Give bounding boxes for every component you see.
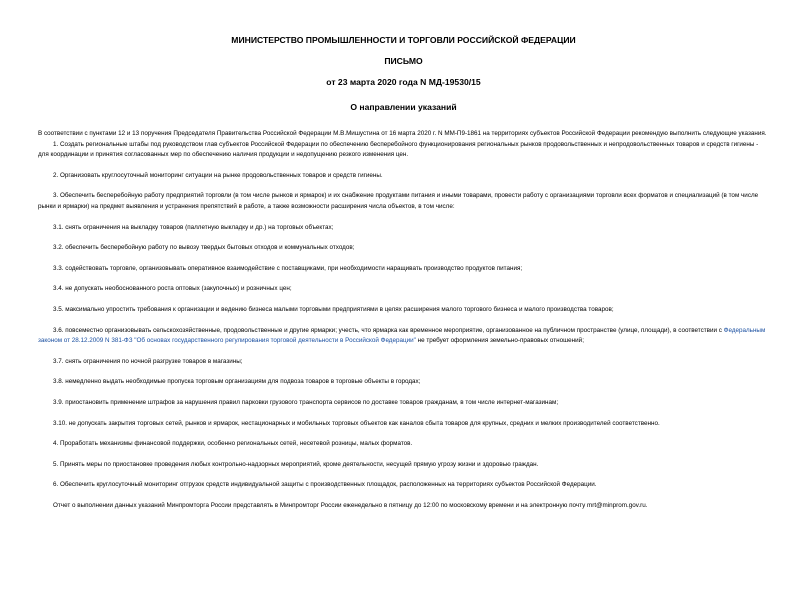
intro-paragraph: В соответствии с пунктами 12 и 13 поручения Председателя Правительства Российской Федерации М.В.Мишустина от 16 марта 2020 г. N ММ-П9-1861 на территориях субъектов Российской Федерации рекомендую выполнить следующие указания.: [38, 130, 767, 137]
item-3-1: 3.1. снять ограничения на выкладку товаров (паллетную выкладку и др.) на торговых объектах;: [53, 223, 334, 231]
item-6: 6. Обеспечить круглосуточный мониторинг отгрузок средств индивидуальной защиты с производственных площадок, расположенных на территориях субъектов Российской Федерации.: [53, 481, 597, 489]
item-4: 4. Проработать механизмы финансовой поддержки, особенно региональных сетей, несетевой розницы, малых форматов.: [53, 440, 413, 448]
item-5: 5. Принять меры по приостановке проведения любых контрольно-надзорных мероприятий, кроме деятельности, несущей прямую угрозу жизни и здоровью граждан.: [53, 460, 539, 468]
document-subject: О направлении указаний: [350, 102, 457, 112]
document-date-number: от 23 марта 2020 года N МД-19530/15: [326, 77, 481, 87]
report-paragraph: Отчет о выполнении данных указаний Минпромторга России представлять в Минпромторг России еженедельно в пятницу до 12:00 по московскому времени и на электронную почту mrt@minprom.gov.ru.: [53, 501, 648, 509]
federal-law-link[interactable]: Федеральным законом от 28.12.2009 N 381-ФЗ "Об основах государственного регулирования торговой деятельности в Российской Федерации": [38, 326, 766, 345]
item-3-3: 3.3. содействовать торговле, организовывать оперативное взаимодействие с поставщиками, при необходимости наращивать производство продуктов питания;: [53, 264, 523, 272]
item-3-7: 3.7. снять ограничения по ночной разгрузке товаров в магазины;: [53, 357, 243, 365]
item-3-8: 3.8. немедленно выдать необходимые пропуска торговым организациям для подвоза товаров в торговые объекты в городах;: [53, 378, 421, 386]
item-3-10: 3.10. не допускать закрытия торговых сетей, рынков и ярмарок, нестационарных и мобильных торговых объектов как каналов сбыта товаров для крупных, средних и мелких производителей соответственно.: [53, 419, 660, 427]
item-3-9: 3.9. приостановить применение штрафов за нарушения правил парковки грузового транспорта сервисов по доставке товаров гражданам, в том числе интернет-магазинам;: [53, 398, 559, 406]
item-3-6: [38, 326, 769, 347]
ministry-title: МИНИСТЕРСТВО ПРОМЫШЛЕННОСТИ И ТОРГОВЛИ РОССИЙСКОЙ ФЕДЕРАЦИИ: [231, 35, 576, 45]
document-body: [38, 129, 769, 511]
item-3-2: 3.2. обеспечить бесперебойную работу по вывозу твердых бытовых отходов и коммунальных отходов;: [53, 244, 355, 252]
item-3-5: 3.5. максимально упростить требования к организации и ведению бизнеса малыми торговыми предприятиями в целях расширения малого торгового бизнеса и малого производства товаров;: [53, 305, 614, 313]
item-2: 2. Организовать круглосуточный мониторинг ситуации на рынке продовольственных товаров и средств гигиены.: [53, 171, 383, 179]
document-type: ПИСЬМО: [384, 56, 423, 66]
item-1: 1. Создать региональные штабы под руководством глав субъектов Российской Федерации по обеспечению бесперебойного функционирования региональных рынков продовольственных и непродовольственных товаров и средств гигиены - для координации и принятия согласованных мер по обеспечению наличия продукции и недопущению резкого изменения цен.: [38, 140, 759, 159]
item-3-4: 3.4. не допускать необоснованного роста оптовых (закупочных) и розничных цен;: [53, 285, 292, 293]
document-page: [0, 35, 807, 606]
item-3-6-text-a: 3.6. повсеместно организовывать сельскохозяйственные, продовольственные и другие ярмарки; учесть, что ярмарка как временное мероприятие, организованное на публичном пространстве (улице, площади), в соответствии с: [53, 326, 724, 334]
item-3: 3. Обеспечить бесперебойную работу предприятий торговли (в том числе рынков и ярмарок) и их снабжение продуктами питания и иными товарами, провести работу с организациями торговли всех форматов и специализаций (в том числе рынки и ярмарки) на предмет выявления и устранения препятствий в работе, а также возможности расширения числа объектов, в том числе:: [38, 192, 759, 210]
item-3-6-text-b: не требует оформления земельно-правовых отношений;: [415, 337, 584, 345]
